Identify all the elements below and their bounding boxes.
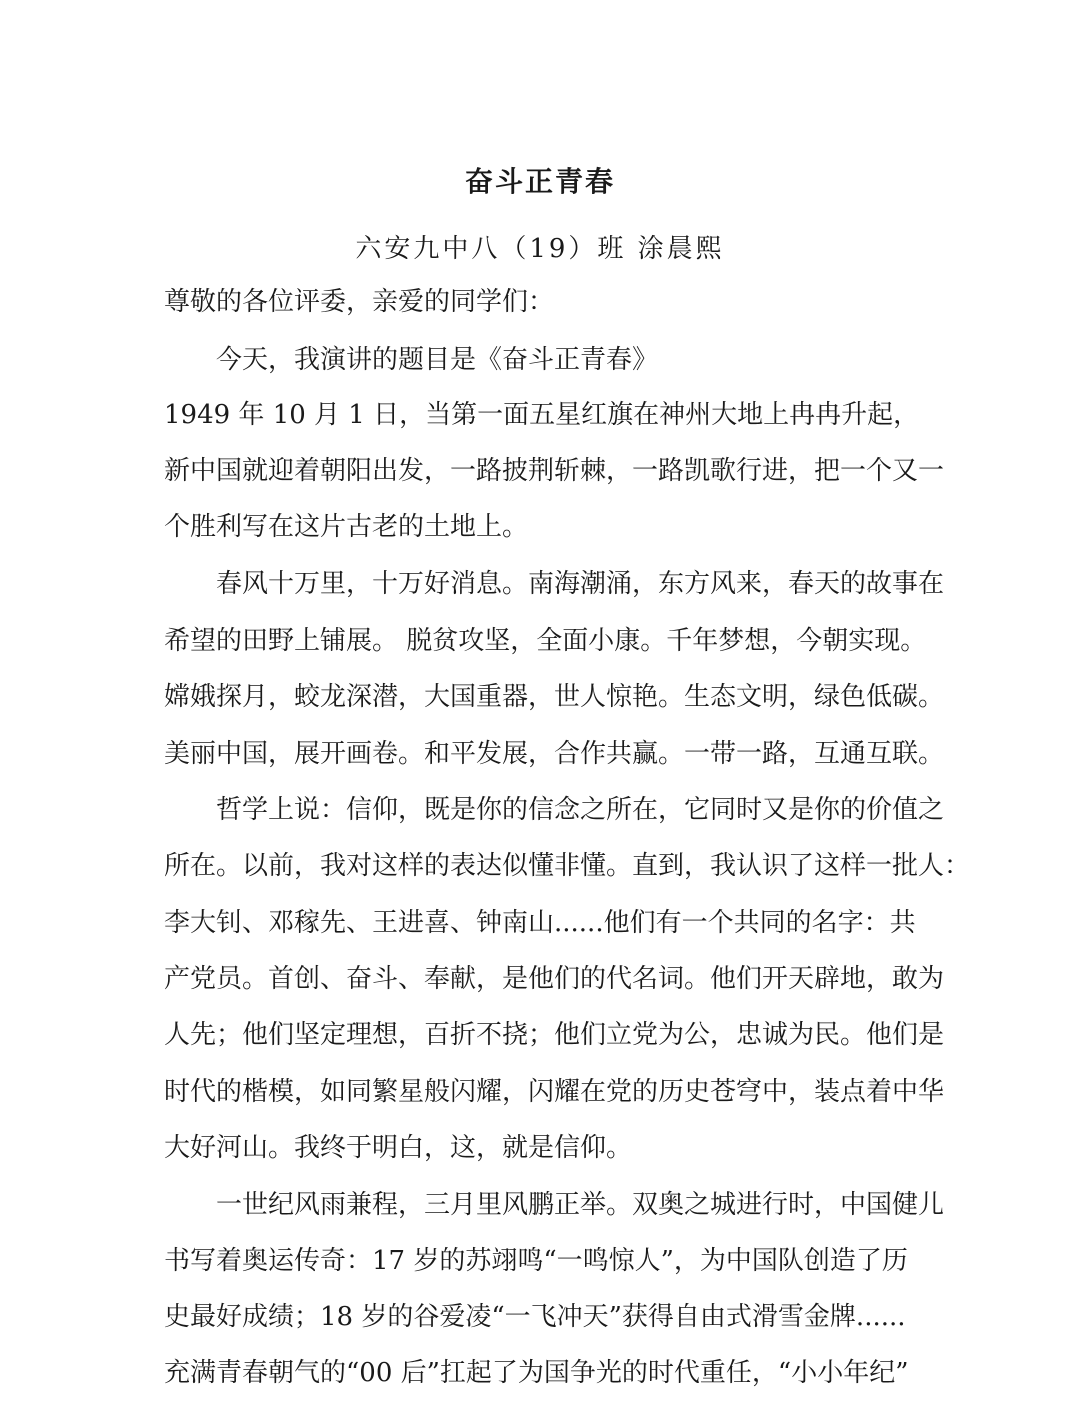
body-line: 大好河山。我终于明白，这，就是信仰。 (164, 1133, 633, 1163)
body-line: 新中国就迎着朝阳出发，一路披荆斩棘，一路凯歌行进，把一个又一 (164, 456, 945, 486)
body-line: 充满青春朝气的“00 后”扛起了为国争光的时代重任，“小小年纪” (164, 1358, 909, 1388)
document-title: 奋斗正青春 (464, 165, 615, 198)
body-line: 美丽中国，展开画卷。和平发展，合作共赢。一带一路，互通互联。 (164, 739, 945, 769)
body-line: 希望的田野上铺展。 脱贫攻坚，全面小康。千年梦想，今朝实现。 (164, 626, 927, 656)
body-line: 李大钊、邓稼先、王进喜、钟南山......他们有一个共同的名字：共 (164, 908, 916, 938)
body-line: 时代的楷模，如同繁星般闪耀，闪耀在党的历史苍穹中，装点着中华 (164, 1077, 945, 1107)
document-author: 六安九中八（19）班 涂晨熙 (355, 234, 725, 264)
body-line: 尊敬的各位评委，亲爱的同学们： (164, 287, 555, 317)
body-line: 书写着奥运传奇：17 岁的苏翊鸣“一鸣惊人”，为中国队创造了历 (164, 1246, 908, 1276)
body-line: 嫦娥探月，蛟龙深潜，大国重器，世人惊艳。生态文明，绿色低碳。 (164, 682, 945, 712)
body-line: 哲学上说：信仰，既是你的信念之所在，它同时又是你的价值之 (216, 795, 945, 825)
body-line: 一世纪风雨兼程，三月里风鹏正举。双奥之城进行时，中国健儿 (216, 1190, 945, 1220)
body-line: 产党员。首创、奋斗、奉献，是他们的代名词。他们开天辟地，敢为 (164, 964, 945, 994)
body-line: 个胜利写在这片古老的土地上。 (164, 512, 529, 542)
body-line: 春风十万里，十万好消息。南海潮涌，东方风来，春天的故事在 (216, 569, 945, 599)
body-line: 今天，我演讲的题目是《奋斗正青春》 (216, 345, 659, 375)
body-line: 1949 年 10 月 1 日，当第一面五星红旗在神州大地上冉冉升起， (164, 400, 920, 430)
body-line: 人先；他们坚定理想，百折不挠；他们立党为公，忠诚为民。他们是 (164, 1020, 945, 1050)
body-line: 所在。以前，我对这样的表达似懂非懂。直到，我认识了这样一批人： (164, 851, 971, 881)
body-line: 史最好成绩；18 岁的谷爱凌“一飞冲天”获得自由式滑雪金牌...... (164, 1302, 906, 1332)
